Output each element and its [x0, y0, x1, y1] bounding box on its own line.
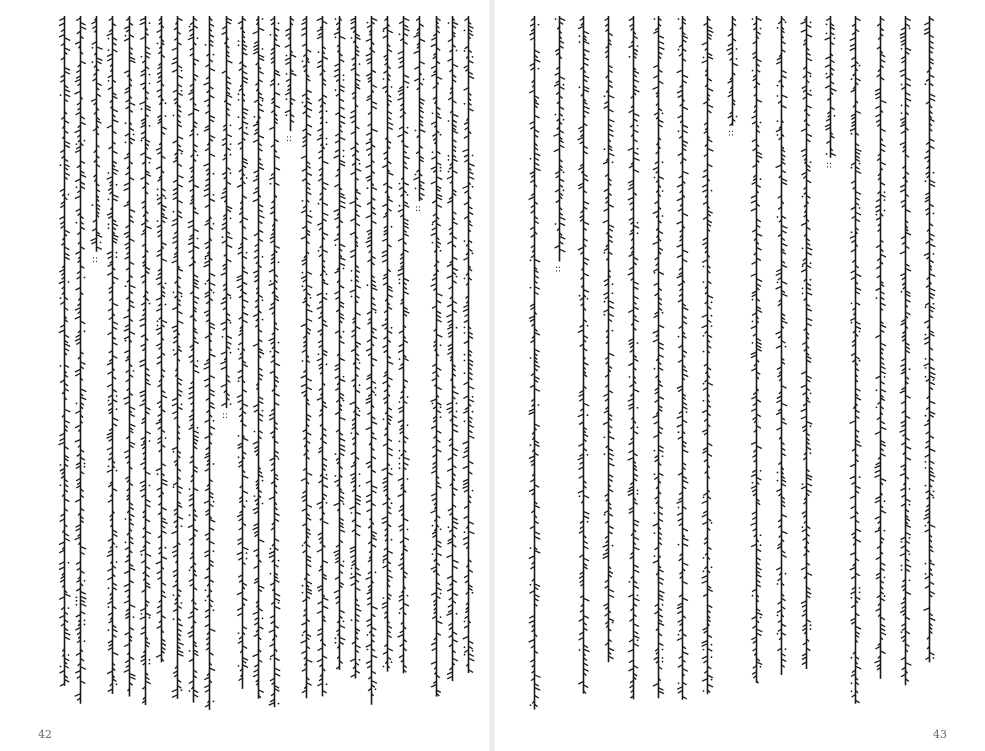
script-column [413, 14, 426, 711]
svg-text:::: :: [222, 411, 229, 422]
script-column [676, 14, 689, 711]
script-column [74, 14, 87, 711]
script-column [220, 14, 233, 711]
script-column [462, 14, 475, 711]
page-number-right: 43 [933, 728, 947, 741]
svg-text:::: :: [415, 204, 422, 215]
script-column [268, 14, 281, 711]
page-number-left: 42 [38, 728, 52, 741]
script-column [90, 14, 103, 711]
script-column [899, 14, 912, 711]
script-column [800, 14, 813, 711]
script-column [627, 14, 640, 711]
script-column [365, 14, 378, 711]
script-column [155, 14, 168, 711]
script-column [923, 14, 936, 711]
script-column [300, 14, 313, 711]
script-column [139, 14, 152, 711]
script-column [701, 14, 714, 711]
script-column [824, 14, 837, 711]
script-column [123, 14, 136, 711]
script-column [602, 14, 615, 711]
script-column [849, 14, 862, 711]
svg-text:::: :: [92, 254, 99, 265]
script-column [171, 14, 184, 711]
script-column [528, 14, 541, 711]
script-column [106, 14, 119, 711]
right-page-text-block [528, 14, 948, 711]
script-column [236, 14, 249, 711]
script-column [284, 14, 297, 711]
script-column [775, 14, 788, 711]
script-column [446, 14, 459, 711]
svg-text:::: :: [728, 128, 735, 139]
script-column [187, 14, 200, 711]
script-column [750, 14, 763, 711]
script-column [203, 14, 216, 711]
script-column [874, 14, 887, 711]
script-column [430, 14, 443, 711]
left-page-text-block [58, 14, 478, 711]
left-page [0, 0, 492, 751]
svg-text:::: :: [286, 134, 293, 145]
script-column [381, 14, 394, 711]
script-column [349, 14, 362, 711]
script-column [333, 14, 346, 711]
script-column [316, 14, 329, 711]
script-column [58, 14, 71, 711]
script-column [252, 14, 265, 711]
script-column [726, 14, 739, 711]
script-column [652, 14, 665, 711]
script-column [553, 14, 566, 711]
script-column [577, 14, 590, 711]
svg-text:::: :: [555, 264, 562, 275]
right-page [492, 0, 985, 751]
script-column [397, 14, 410, 711]
svg-text:::: :: [826, 160, 833, 171]
